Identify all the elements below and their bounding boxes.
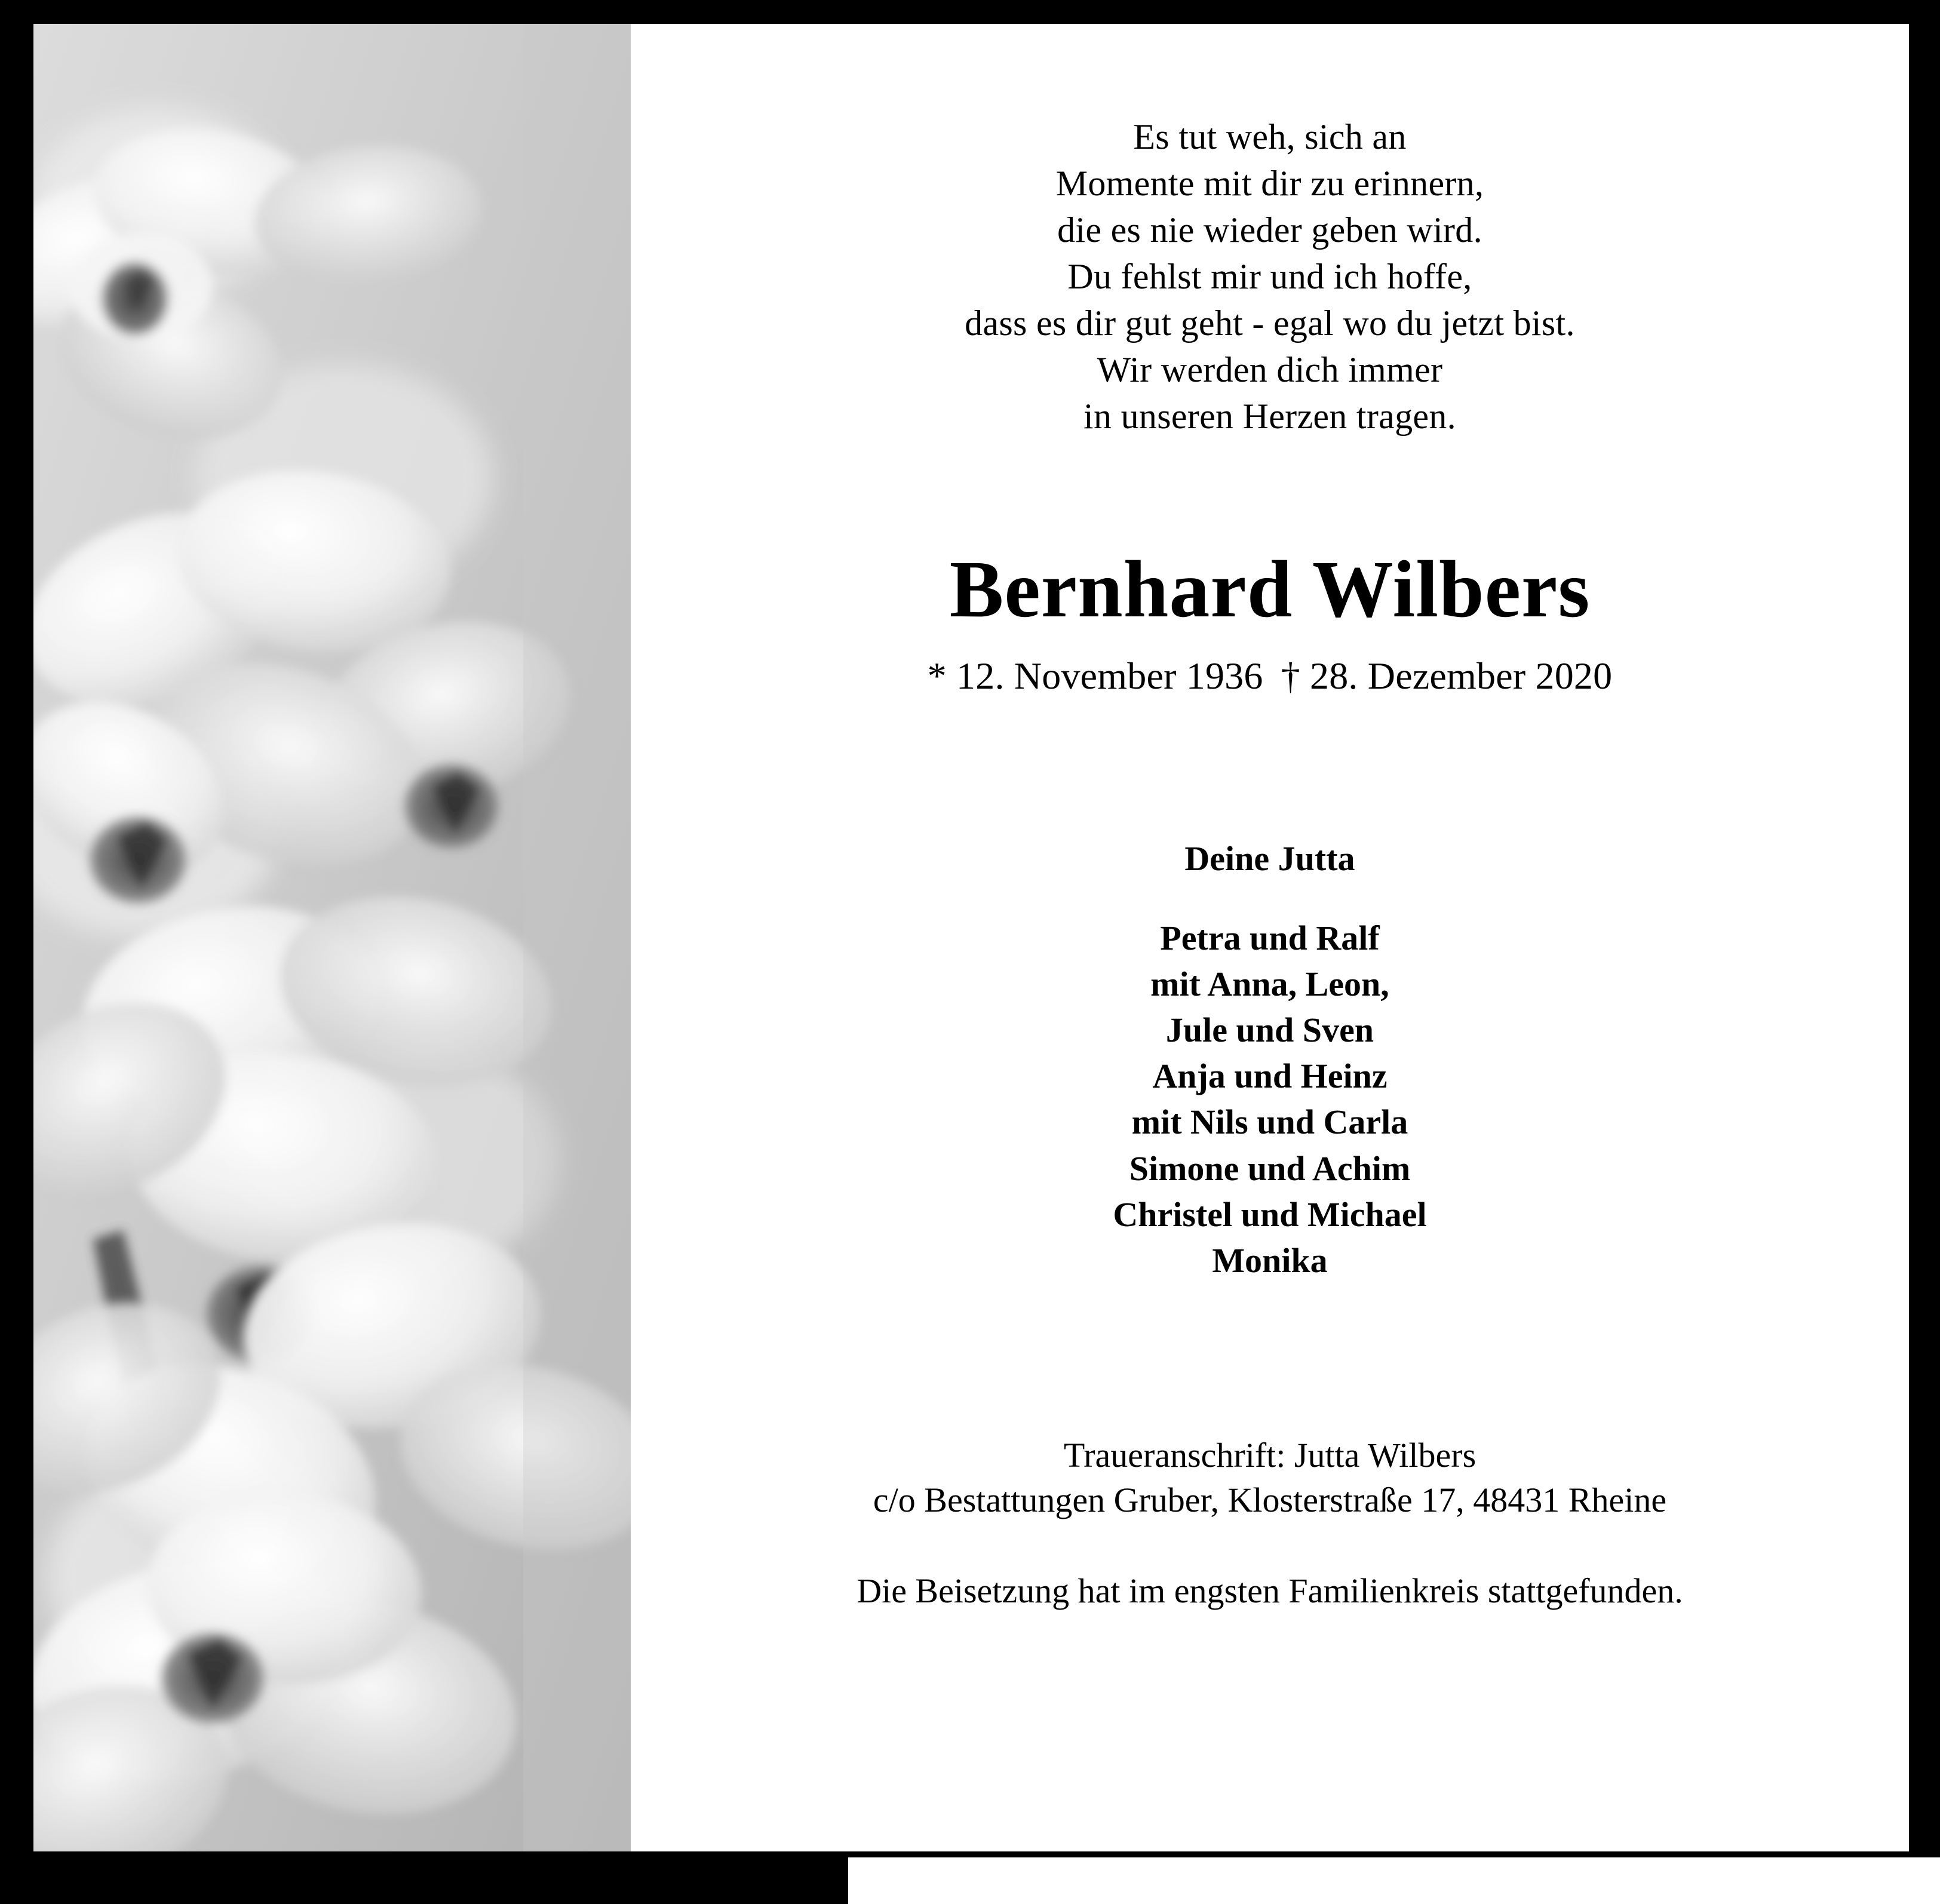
mourners-spacer — [702, 882, 1837, 915]
orchid-photo — [33, 24, 631, 1851]
poem-line: Du fehlst mir und ich hoffe, — [1067, 257, 1472, 296]
obituary-text-panel — [631, 24, 1909, 1851]
mourner-primary: Deine Jutta — [1184, 839, 1355, 878]
mourner-line: Anja und Heinz — [1152, 1057, 1388, 1096]
mourner-line: Simone und Achim — [1129, 1148, 1411, 1188]
bottom-white-strip — [848, 1857, 1940, 1904]
poem-line: die es nie wieder geben wird. — [1057, 210, 1482, 250]
condolence-address — [702, 1433, 1837, 1523]
poem-line: Momente mit dir zu erinnern, — [1055, 164, 1484, 203]
death-date: † 28. Dezember 2020 — [1281, 654, 1613, 697]
life-dates — [702, 654, 1837, 698]
poem-line: Wir werden dich immer — [1097, 350, 1443, 389]
birth-date: * 12. November 1936 — [927, 654, 1263, 697]
mourner-line: mit Anna, Leon, — [1150, 965, 1389, 1004]
address-line: c/o Bestattungen Gruber, Klosterstraße 17, 48431 Rheine — [873, 1481, 1667, 1520]
address-line: Traueranschrift: Jutta Wilbers — [1063, 1435, 1477, 1475]
poem-line: Es tut weh, sich an — [1133, 117, 1407, 156]
poem-line: in unseren Herzen tragen. — [1083, 397, 1456, 436]
funeral-note: Die Beisetzung hat im engsten Familienkreis stattgefunden. — [857, 1571, 1683, 1610]
mourners-block — [702, 836, 1837, 1283]
mourner-line: Monika — [1212, 1240, 1328, 1280]
mourner-line: Petra und Ralf — [1160, 918, 1380, 957]
deceased-name: Bernhard Wilbers — [949, 545, 1591, 634]
orchid-illustration — [33, 24, 631, 1851]
poem-line: dass es dir gut geht - egal wo du jetzt bist. — [965, 303, 1575, 343]
memorial-poem — [702, 113, 1837, 440]
mourner-line: mit Nils und Carla — [1131, 1103, 1408, 1142]
mourner-line: Jule und Sven — [1165, 1011, 1374, 1050]
mourner-line: Christel und Michael — [1113, 1194, 1427, 1234]
obituary-card — [33, 24, 1909, 1851]
